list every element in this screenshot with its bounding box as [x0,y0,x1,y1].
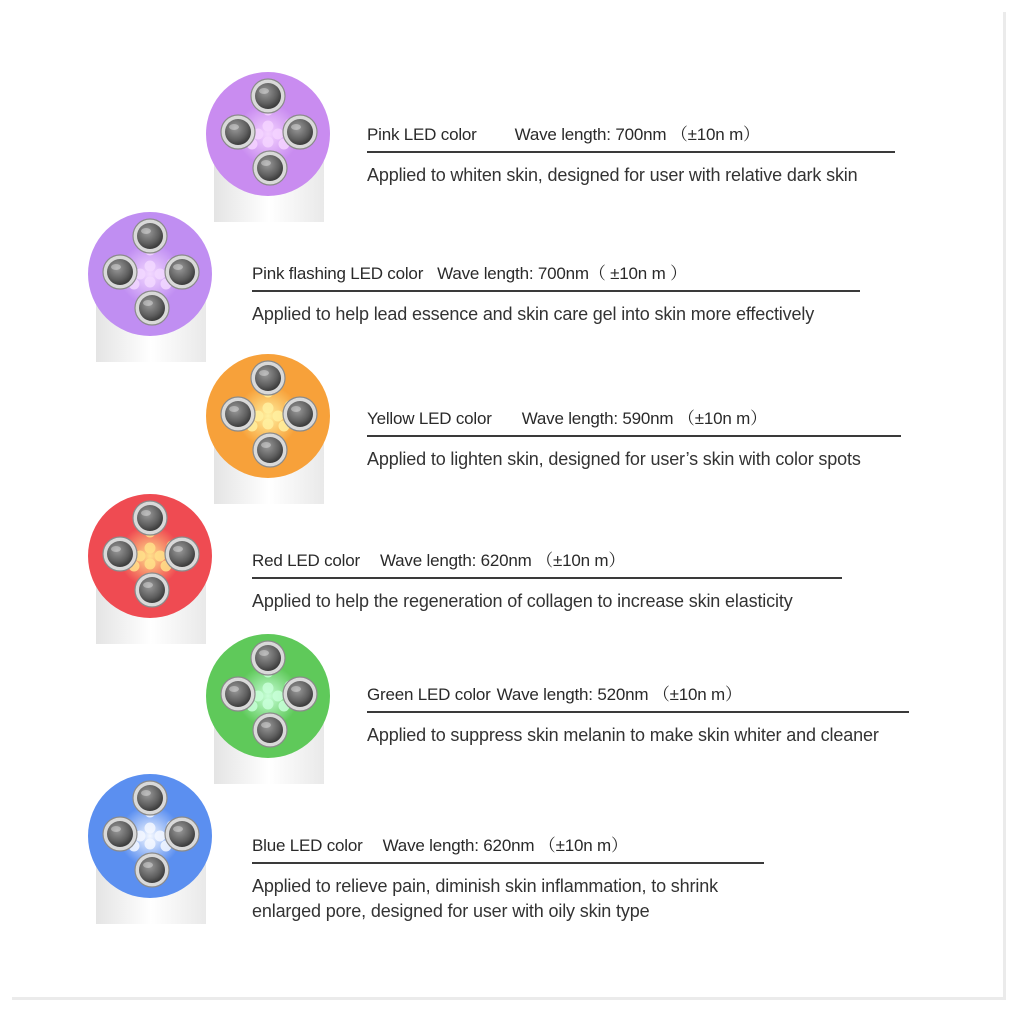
led-light [263,121,274,132]
red-led-description: Applied to help the regeneration of collagen to increase skin elasticity [252,591,793,611]
metal-electrode [255,645,281,671]
green-led-info [367,680,909,748]
led-light [145,543,156,554]
electrode-highlight [259,650,269,656]
electrode-highlight [291,124,301,130]
metal-electrode [287,401,313,427]
blue-led-name: Blue LED color [252,836,363,855]
pink-led-wavelength: Wave length: 700nm （±10n m） [514,125,760,144]
electrode-highlight [143,862,153,868]
metal-electrode [169,821,195,847]
red-led-name: Red LED color [252,551,360,570]
electrode-highlight [141,510,151,516]
metal-electrode [137,223,163,249]
electrode-highlight [259,370,269,376]
metal-electrode [257,717,283,743]
yellow-led-title-row [367,404,901,437]
pink-led-info [367,120,895,188]
led-light [273,129,284,140]
green-led-description: Applied to suppress skin melanin to make skin whiter and cleaner [367,725,879,745]
red-led-device-image [88,494,222,644]
led-light [155,551,166,562]
led-light [145,823,156,834]
pink-flashing-led-description: Applied to help lead essence and skin care gel into skin more effectively [252,304,815,324]
metal-electrode [255,365,281,391]
green-led-device-image [206,634,340,784]
metal-electrode [257,437,283,463]
electrode-highlight [141,228,151,234]
led-light [263,683,274,694]
electrode-highlight [143,582,153,588]
pink-flashing-led-wavelength: Wave length: 700nm（ ±10n m ） [437,264,687,283]
electrode-highlight [173,264,183,270]
pink-led-title-row [367,120,895,153]
electrode-highlight [229,686,239,692]
blue-led-device-image [88,774,222,924]
led-light [155,269,166,280]
pink-flashing-led-info [252,259,860,327]
electrode-highlight [261,160,271,166]
electrode-highlight [291,406,301,412]
metal-electrode [107,259,133,285]
metal-electrode [287,119,313,145]
led-light [273,691,284,702]
metal-electrode [139,857,165,883]
red-led-wavelength: Wave length: 620nm （±10n m） [379,551,626,570]
metal-electrode [287,681,313,707]
pink-flashing-led-title-row [252,259,860,292]
blue-led-description-line-2: enlarged pore, designed for user with oily skin type [252,901,650,921]
metal-electrode [139,577,165,603]
electrode-highlight [229,406,239,412]
metal-electrode [225,119,251,145]
led-light [273,411,284,422]
electrode-highlight [141,790,151,796]
electrode-highlight [111,264,121,270]
electrode-highlight [111,826,121,832]
blue-led-wavelength: Wave length: 620nm （±10n m） [382,836,628,855]
led-light [263,419,274,430]
metal-electrode [257,155,283,181]
blue-led-title-row [252,831,764,864]
yellow-led-wavelength: Wave length: 590nm （±10n m） [521,409,767,428]
electrode-highlight [173,546,183,552]
metal-electrode [169,541,195,567]
blue-led-info [252,831,764,924]
metal-electrode [139,295,165,321]
yellow-led-device-image [206,354,340,504]
metal-electrode [137,505,163,531]
green-led-title-row [367,680,909,713]
green-led-wavelength: Wave length: 520nm （±10n m） [496,685,742,704]
yellow-led-description: Applied to lighten skin, designed for user’s skin with color spots [367,449,861,469]
metal-electrode [107,541,133,567]
electrode-highlight [229,124,239,130]
led-light [155,831,166,842]
led-light [263,699,274,710]
yellow-led-info [367,404,901,472]
led-light [145,261,156,272]
pink-led-name: Pink LED color [367,125,477,144]
metal-electrode [169,259,195,285]
electrode-highlight [291,686,301,692]
red-led-title-row [252,546,842,579]
pink-led-device-image [206,72,340,222]
electrode-highlight [111,546,121,552]
electrode-highlight [261,442,271,448]
electrode-highlight [261,722,271,728]
led-light [145,839,156,850]
electrode-highlight [143,300,153,306]
electrode-highlight [173,826,183,832]
led-light [263,137,274,148]
green-led-name: Green LED color [367,685,491,704]
pink-flashing-led-device-image [88,212,222,362]
red-led-info [252,546,842,614]
electrode-highlight [259,88,269,94]
led-light [145,559,156,570]
metal-electrode [107,821,133,847]
metal-electrode [225,401,251,427]
yellow-led-name: Yellow LED color [367,409,492,428]
blue-led-description-line-1: Applied to relieve pain, diminish skin inflammation, to shrink [252,876,718,896]
metal-electrode [225,681,251,707]
pink-flashing-led-name: Pink flashing LED color [252,264,424,283]
blue-led-description [252,874,764,924]
led-light [145,277,156,288]
metal-electrode [137,785,163,811]
pink-led-description: Applied to whiten skin, designed for user with relative dark skin [367,165,858,185]
metal-electrode [255,83,281,109]
led-light [263,403,274,414]
